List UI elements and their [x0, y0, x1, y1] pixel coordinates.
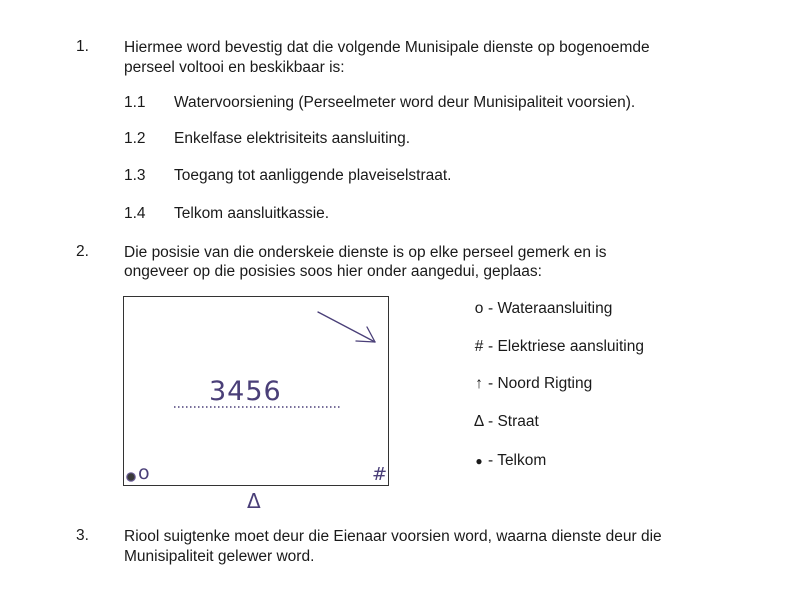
subitem-1-3-text: Toegang tot aanliggende plaveiselstraat.	[174, 167, 452, 184]
legend-telkom-label: - Telkom	[488, 452, 547, 469]
legend-electric-symbol: #	[474, 338, 484, 355]
legend-water-label: - Wateraansluiting	[488, 300, 613, 317]
subitem-1-4-text: Telkom aansluitkassie.	[174, 205, 330, 222]
subitem-1-1-number: 1.1	[124, 94, 146, 111]
item-1-line-2: perseel voltooi en beskikbaar is:	[124, 59, 345, 76]
item-2-line-2: ongeveer op die posisies soos hier onder aangedui, geplaas:	[124, 263, 542, 280]
item-2-line-1: Die posisie van die onderskeie dienste is op elke perseel gemerk en is	[124, 244, 607, 261]
legend-water-symbol: o	[474, 300, 484, 317]
subitem-1-4-number: 1.4	[124, 205, 146, 222]
legend-electric-label: - Elektriese aansluiting	[488, 338, 644, 355]
water-connection-mark: o	[138, 462, 150, 484]
subitem-1-1-text: Watervoorsiening (Perseelmeter word deur Munisipaliteit voorsien).	[174, 94, 636, 111]
item-3-line-2: Munisipaliteit gelewer word.	[124, 548, 315, 565]
legend-telkom-dot-icon: ●	[475, 454, 483, 468]
subitem-1-2-text: Enkelfase elektrisiteits aansluiting.	[174, 130, 411, 147]
electric-connection-mark: #	[372, 464, 388, 485]
subitem-1-2-number: 1.2	[124, 130, 146, 147]
subitem-1-3-number: 1.3	[124, 167, 146, 184]
item-3-line-1: Riool suigtenke moet deur die Eienaar voorsien word, waarna dienste deur die	[124, 528, 662, 545]
item-1-line-1: Hiermee word bevestig dat die volgende Munisipale dienste op bogenoemde	[124, 39, 650, 56]
street-mark: Δ	[247, 489, 261, 513]
legend-street-symbol: Δ	[473, 413, 485, 430]
item-3-number: 3.	[76, 527, 89, 544]
item-2-number: 2.	[76, 243, 89, 260]
plot-number: 3456	[209, 376, 282, 407]
north-arrow-icon	[318, 312, 375, 342]
legend-north-arrow-icon: ↑	[475, 375, 483, 392]
legend-street-label: - Straat	[488, 413, 539, 430]
legend-north-label: - Noord Rigting	[488, 375, 593, 392]
telkom-dot-icon	[127, 473, 135, 481]
item-1-number: 1.	[76, 38, 89, 55]
